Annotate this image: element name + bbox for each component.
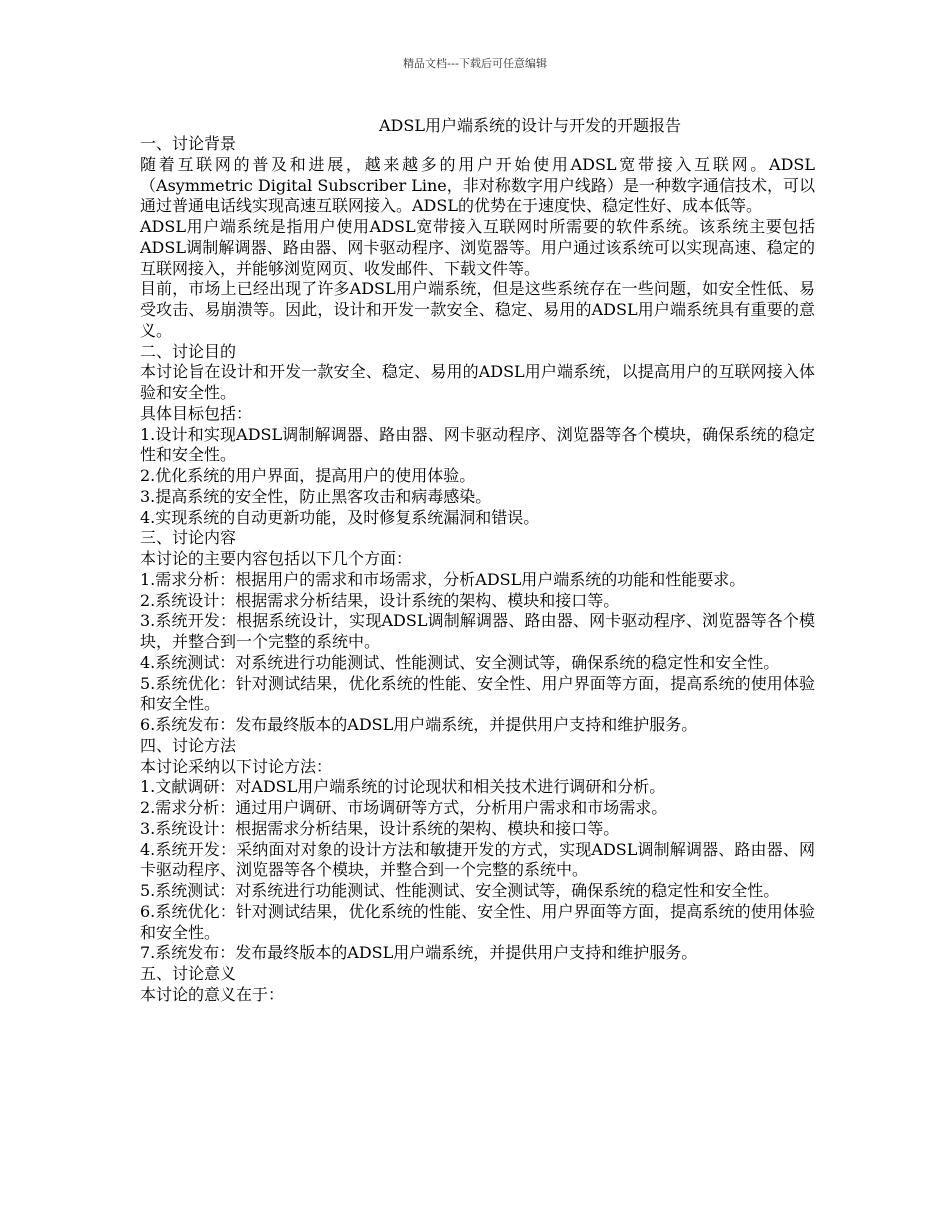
list-item: 3.提高系统的安全性，防止黑客攻击和病毒感染。 <box>140 486 492 506</box>
list-item: 5.系统测试：对系统进行功能测试、性能测试、安全测试等，确保系统的稳定性和安全性。 <box>140 881 780 900</box>
paragraph: 本讨论采纳以下讨论方法： <box>140 756 333 776</box>
paragraph: 具体目标包括： <box>140 403 253 423</box>
section-heading: 一、讨论背景 <box>140 134 237 153</box>
list-item: 4.系统开发：采纳面对对象的设计方法和敏捷开发的方式，实现ADSL调制解调器、路由器、网卡驱动程序、浏览器等各个模块，并整合到一个完整的系统中。 <box>140 839 815 880</box>
section-heading: 五、讨论意义 <box>140 964 237 983</box>
section-heading: 四、讨论方法 <box>140 735 237 755</box>
list-item: 3.系统设计：根据需求分析结果，设计系统的架构、模块和接口等。 <box>140 818 620 838</box>
list-item: 1.需求分析：根据用户的需求和市场需求，分析ADSL用户端系统的功能和性能要求。 <box>140 569 746 589</box>
paragraph: 本讨论的意义在于： <box>140 984 285 1004</box>
paragraph: 随着互联网的普及和进展，越来越多的用户开始使用ADSL宽带接入互联网。ADSL（Asymmetric Digital Subscriber Line，非对称数字用户线路）是一种数字通信技术，可以通过普通电话线实现高速互联网接入。ADSL的优势在于速度快、稳定性好、成本低等。 <box>140 154 815 216</box>
paragraph: 本讨论的主要内容包括以下几个方面： <box>140 549 413 568</box>
section-heading: 二、讨论目的 <box>140 341 237 361</box>
list-item: 4.实现系统的自动更新功能，及时修复系统漏洞和错误。 <box>140 507 540 527</box>
list-item: 6.系统发布：发布最终版本的ADSL用户端系统，并提供用户支持和维护服务。 <box>140 715 698 734</box>
list-item: 5.系统优化：针对测试结果，优化系统的性能、安全性、用户界面等方面，提高系统的使用体验和安全性。 <box>140 673 815 714</box>
section-heading: 三、讨论内容 <box>140 528 237 548</box>
page-header: 精品文档---下载后可任意编辑 <box>403 57 547 70</box>
list-item: 2.需求分析：通过用户调研、市场调研等方式，分析用户需求和市场需求。 <box>140 798 668 817</box>
paragraph: 本讨论旨在设计和开发一款安全、稳定、易用的ADSL用户端系统，以提高用户的互联网接入体验和安全性。 <box>140 362 815 402</box>
list-item: 2.优化系统的用户界面，提高用户的使用体验。 <box>140 466 476 485</box>
list-item: 3.系统开发：根据系统设计，实现ADSL调制解调器、路由器、网卡驱动程序、浏览器等各个模块，并整合到一个完整的系统中。 <box>140 611 815 651</box>
document-body <box>140 134 815 1006</box>
document-title: ADSL用户端系统的设计与开发的开题报告 <box>379 116 681 135</box>
paragraph: 目前，市场上已经出现了许多ADSL用户端系统，但是这些系统存在一些问题，如安全性低、易受攻击、易崩溃等。因此，设计和开发一款安全、稳定、易用的ADSL用户端系统具有重要的意义。 <box>140 279 815 340</box>
list-item: 1.文献调研：对ADSL用户端系统的讨论现状和相关技术进行调研和分析。 <box>140 777 666 797</box>
list-item: 4.系统测试：对系统进行功能测试、性能测试、安全测试等，确保系统的稳定性和安全性。 <box>140 652 780 672</box>
paragraph: ADSL用户端系统是指用户使用ADSL宽带接入互联网时所需要的软件系统。该系统主要包括ADSL调制解调器、路由器、网卡驱动程序、浏览器等。用户通过该系统可以实现高速、稳定的互联网接入，并能够浏览网页、收发邮件、下载文件等。 <box>140 217 815 278</box>
list-item: 2.系统设计：根据需求分析结果，设计系统的架构、模块和接口等。 <box>140 590 620 610</box>
list-item: 1.设计和实现ADSL调制解调器、路由器、网卡驱动程序、浏览器等各个模块，确保系统的稳定性和安全性。 <box>140 424 815 465</box>
list-item: 7.系统发布：发布最终版本的ADSL用户端系统，并提供用户支持和维护服务。 <box>140 943 698 963</box>
list-item: 6.系统优化：针对测试结果，优化系统的性能、安全性、用户界面等方面，提高系统的使用体验和安全性。 <box>140 901 815 942</box>
